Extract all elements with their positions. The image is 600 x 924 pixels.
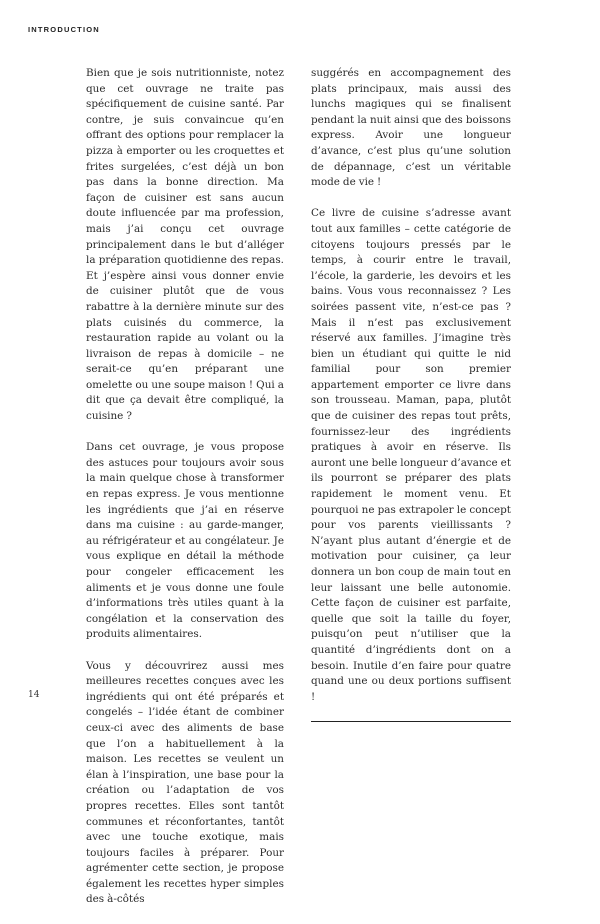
body-paragraph: Dans cet ouvrage, je vous propose des astuces pour toujours avoir sous la main quelque chose à transformer en repas express. Je vous mentionne les ingrédients que j’ai en réserve dans ma cuisine : au garde-manger, au réfrigérateur et au congélateur. Je vous explique en détail la méthode pour congeler efficacement les aliments et je vous donne une foule d’informations très utiles quant à la congélation et la conservation des produits alimentaires.	[86, 441, 284, 641]
body-paragraph: Vous y découvrirez aussi mes meilleures recettes conçues avec les ingrédients qui ont été préparés et congelés – l’idée étant de combiner ceux-ci avec des aliments de base que l’on a habituellement à la maison. Les recettes se veulent un élan à l’inspiration, une base pour la création ou l’adaptation de vos propres recettes. Elles sont tantôt communes et réconfortantes, tantôt avec une touche exotique, mais toujours faciles à préparer. Pour agrémenter cette section, je propose également les recettes hyper simples des à-côtés	[86, 659, 284, 906]
section-divider	[311, 721, 511, 722]
body-paragraph: suggérés en accompagnement des plats principaux, mais aussi des lunchs magiques qui se finalisent pendant la nuit ainsi que des boissons express. Avoir une longueur d’avance, c’est plus qu’une solution de dépannage, c’est un véritable mode de vie !	[311, 67, 511, 189]
right-text-column	[311, 66, 511, 722]
body-paragraph: Ce livre de cuisine s’adresse avant tout aux familles – cette catégorie de citoyens toujours pressés par le temps, à courir entre le travail, l’école, la garderie, les devoirs et les bains. Vous vous reconnaissez ? Les soirées passent vite, n’est-ce pas ? Mais il n’est pas exclusivement réservé aux familles. J’imagine très bien un étudiant qui quitte le nid familial pour son premier appartement emporter ce livre dans son trousseau. Maman, papa, plutôt que de cuisiner des repas tout prêts, fournissez-leur des ingrédients pratiques à avoir en réserve. Ils auront une belle longueur d’avance et ils pourront se préparer des plats rapidement le moment venu. Et pourquoi ne pas extrapoler le concept pour vos parents vieillissants ? N’ayant plus autant d’énergie et de motivation pour cuisiner, ça leur donnera un bon coup de main tout en leur laissant une belle autonomie. Cette façon de cuisiner est parfaite, quelle que soit la taille du foyer, puisqu’on peut n’utiliser que la quantité d’ingrédients dont on a besoin. Inutile d’en faire pour quatre quand une ou deux portions suffisent !	[311, 207, 511, 703]
body-paragraph: Bien que je sois nutritionniste, notez que cet ouvrage ne traite pas spécifiquement de cuisine santé. Par contre, je suis convaincue qu’en offrant des options pour remplacer la pizza à emporter ou les croquettes et frites surgelées, c’est déjà un bon pas dans la bonne direction. Ma façon de cuisiner est sans aucun doute influencée par ma profession, mais j’ai conçu cet ouvrage principalement dans le but d’alléger la préparation quotidienne des repas. Et j’espère ainsi vous donner envie de cuisiner plutôt que de vous rabattre à la dernière minute sur des plats cuisinés du commerce, la restauration rapide au volant ou la livraison de repas à domicile – ne serait-ce qu’en préparant une omelette ou une soupe maison ! Qui a dit que ça devait être compliqué, la cuisine ?	[86, 67, 284, 423]
page-number: 14	[28, 690, 40, 700]
running-header: INTRODUCTION	[28, 25, 100, 34]
left-text-column	[86, 66, 284, 924]
